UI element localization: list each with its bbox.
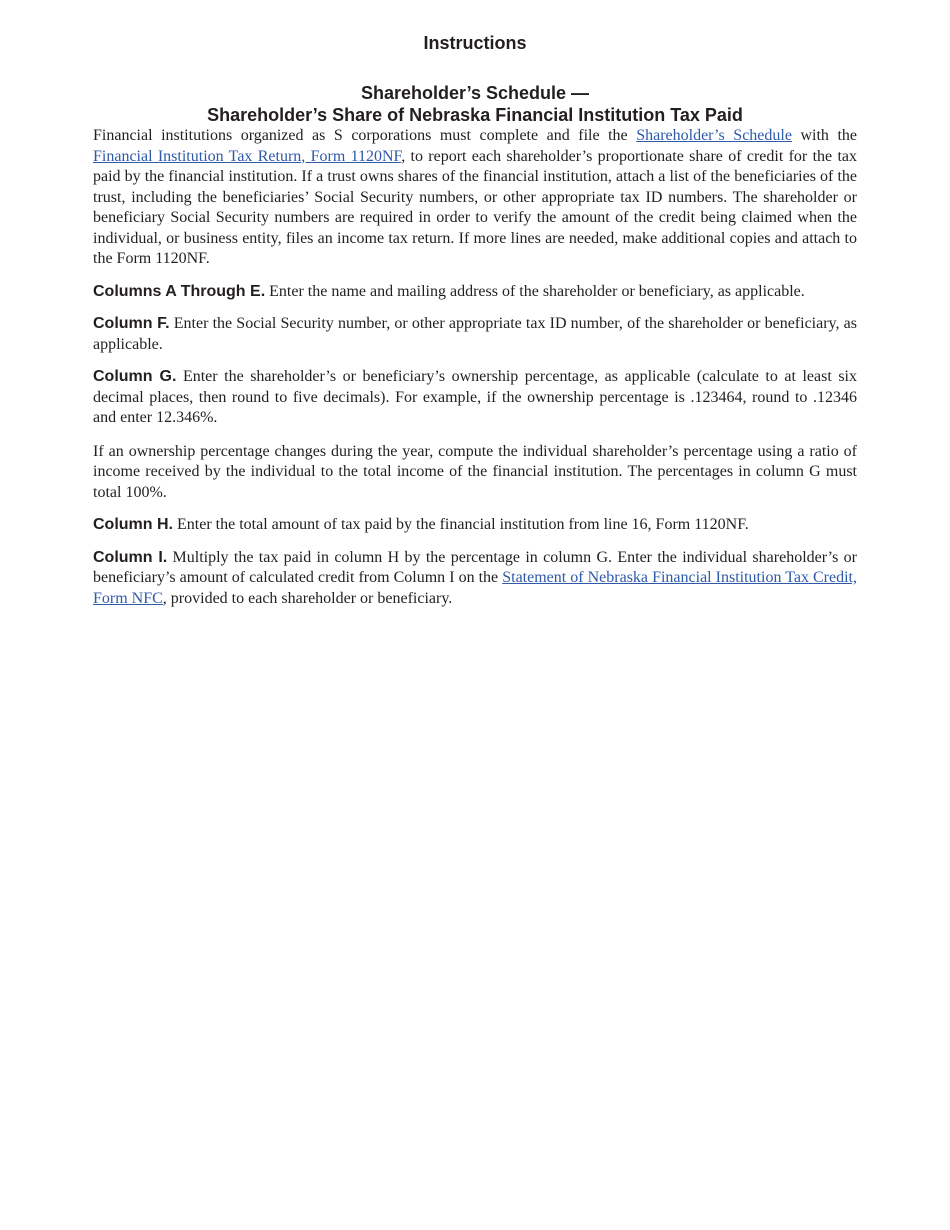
column-f-label: Column F.: [93, 315, 170, 332]
columns-a-e-paragraph: [93, 282, 857, 303]
column-g-paragraph: [93, 367, 857, 429]
intro-text-2: with the: [791, 127, 858, 144]
schedule-heading-line1: Shareholder’s Schedule —: [360, 83, 590, 103]
schedule-heading: [93, 82, 857, 126]
column-i-text-2: , provided to each shareholder or beneficiary.: [162, 589, 453, 607]
intro-text-1: Financial institutions organized as S corporations must complete and file the: [93, 127, 637, 144]
columns-a-e-text: Enter the name and mailing address of the shareholder or beneficiary, as applicable.: [265, 282, 805, 300]
column-g-text: Enter the shareholder’s or beneficiary’s ownership percentage, as applicable (calculate to at least six decimal places, then round to five decimals). For example, if the ownership percentage is .123464, round to .12346 and enter 12.346%.: [93, 368, 857, 426]
column-h-paragraph: [93, 515, 857, 536]
column-i-paragraph: [93, 548, 857, 610]
column-g-label: Column G.: [93, 368, 177, 385]
form-1120nf-link[interactable]: Financial Institution Tax Return, Form 1120NF: [93, 147, 402, 165]
column-f-paragraph: [93, 314, 857, 355]
intro-paragraph: [93, 126, 857, 270]
shareholders-schedule-link[interactable]: Shareholder’s Schedule: [636, 127, 792, 144]
schedule-heading-line2: Shareholder’s Share of Nebraska Financial Institution Tax Paid: [207, 105, 743, 125]
columns-a-e-label: Columns A Through E.: [93, 282, 266, 300]
instructions-page: [93, 30, 857, 609]
column-i-text-1: Multiply the tax paid in column H by the percentage in column G. Enter the individual shareholder’s or beneficiary’s amount of calculated credit from Column I on the: [93, 548, 857, 586]
column-h-text: Enter the total amount of tax paid by the financial institution from line 16, Form 1120NF.: [173, 516, 749, 533]
page-title: Instructions: [423, 33, 527, 53]
intro-text-3: , to report each shareholder’s proportionate share of credit for the tax paid by the financial institution. If a trust owns shares of the financial institution, attach a list of the beneficiaries of the trust, including the beneficiaries’ Social Security numbers, or other appropriate tax ID numbers. The shareholder or beneficiary Social Security numbers are required in order to verify the amount of the credit being claimed when the individual, or business entity, files an income tax return. If more lines are needed, make additional copies and attach to the Form 1120NF.: [93, 147, 857, 267]
column-f-text: Enter the Social Security number, or other appropriate tax ID number, of the shareholder or beneficiary, as applicable.: [93, 315, 857, 353]
form-nfc-link[interactable]: Statement of Nebraska Financial Institution Tax Credit, Form NFC: [93, 569, 858, 607]
column-i-label: Column I.: [93, 548, 168, 566]
ownership-change-paragraph: If an ownership percentage changes during the year, compute the individual shareholder’s percentage using a ratio of income received by the individual to the total income of the financial institution. The percentages in column G must total 100%.: [93, 442, 857, 501]
column-h-label: Column H.: [93, 516, 173, 533]
